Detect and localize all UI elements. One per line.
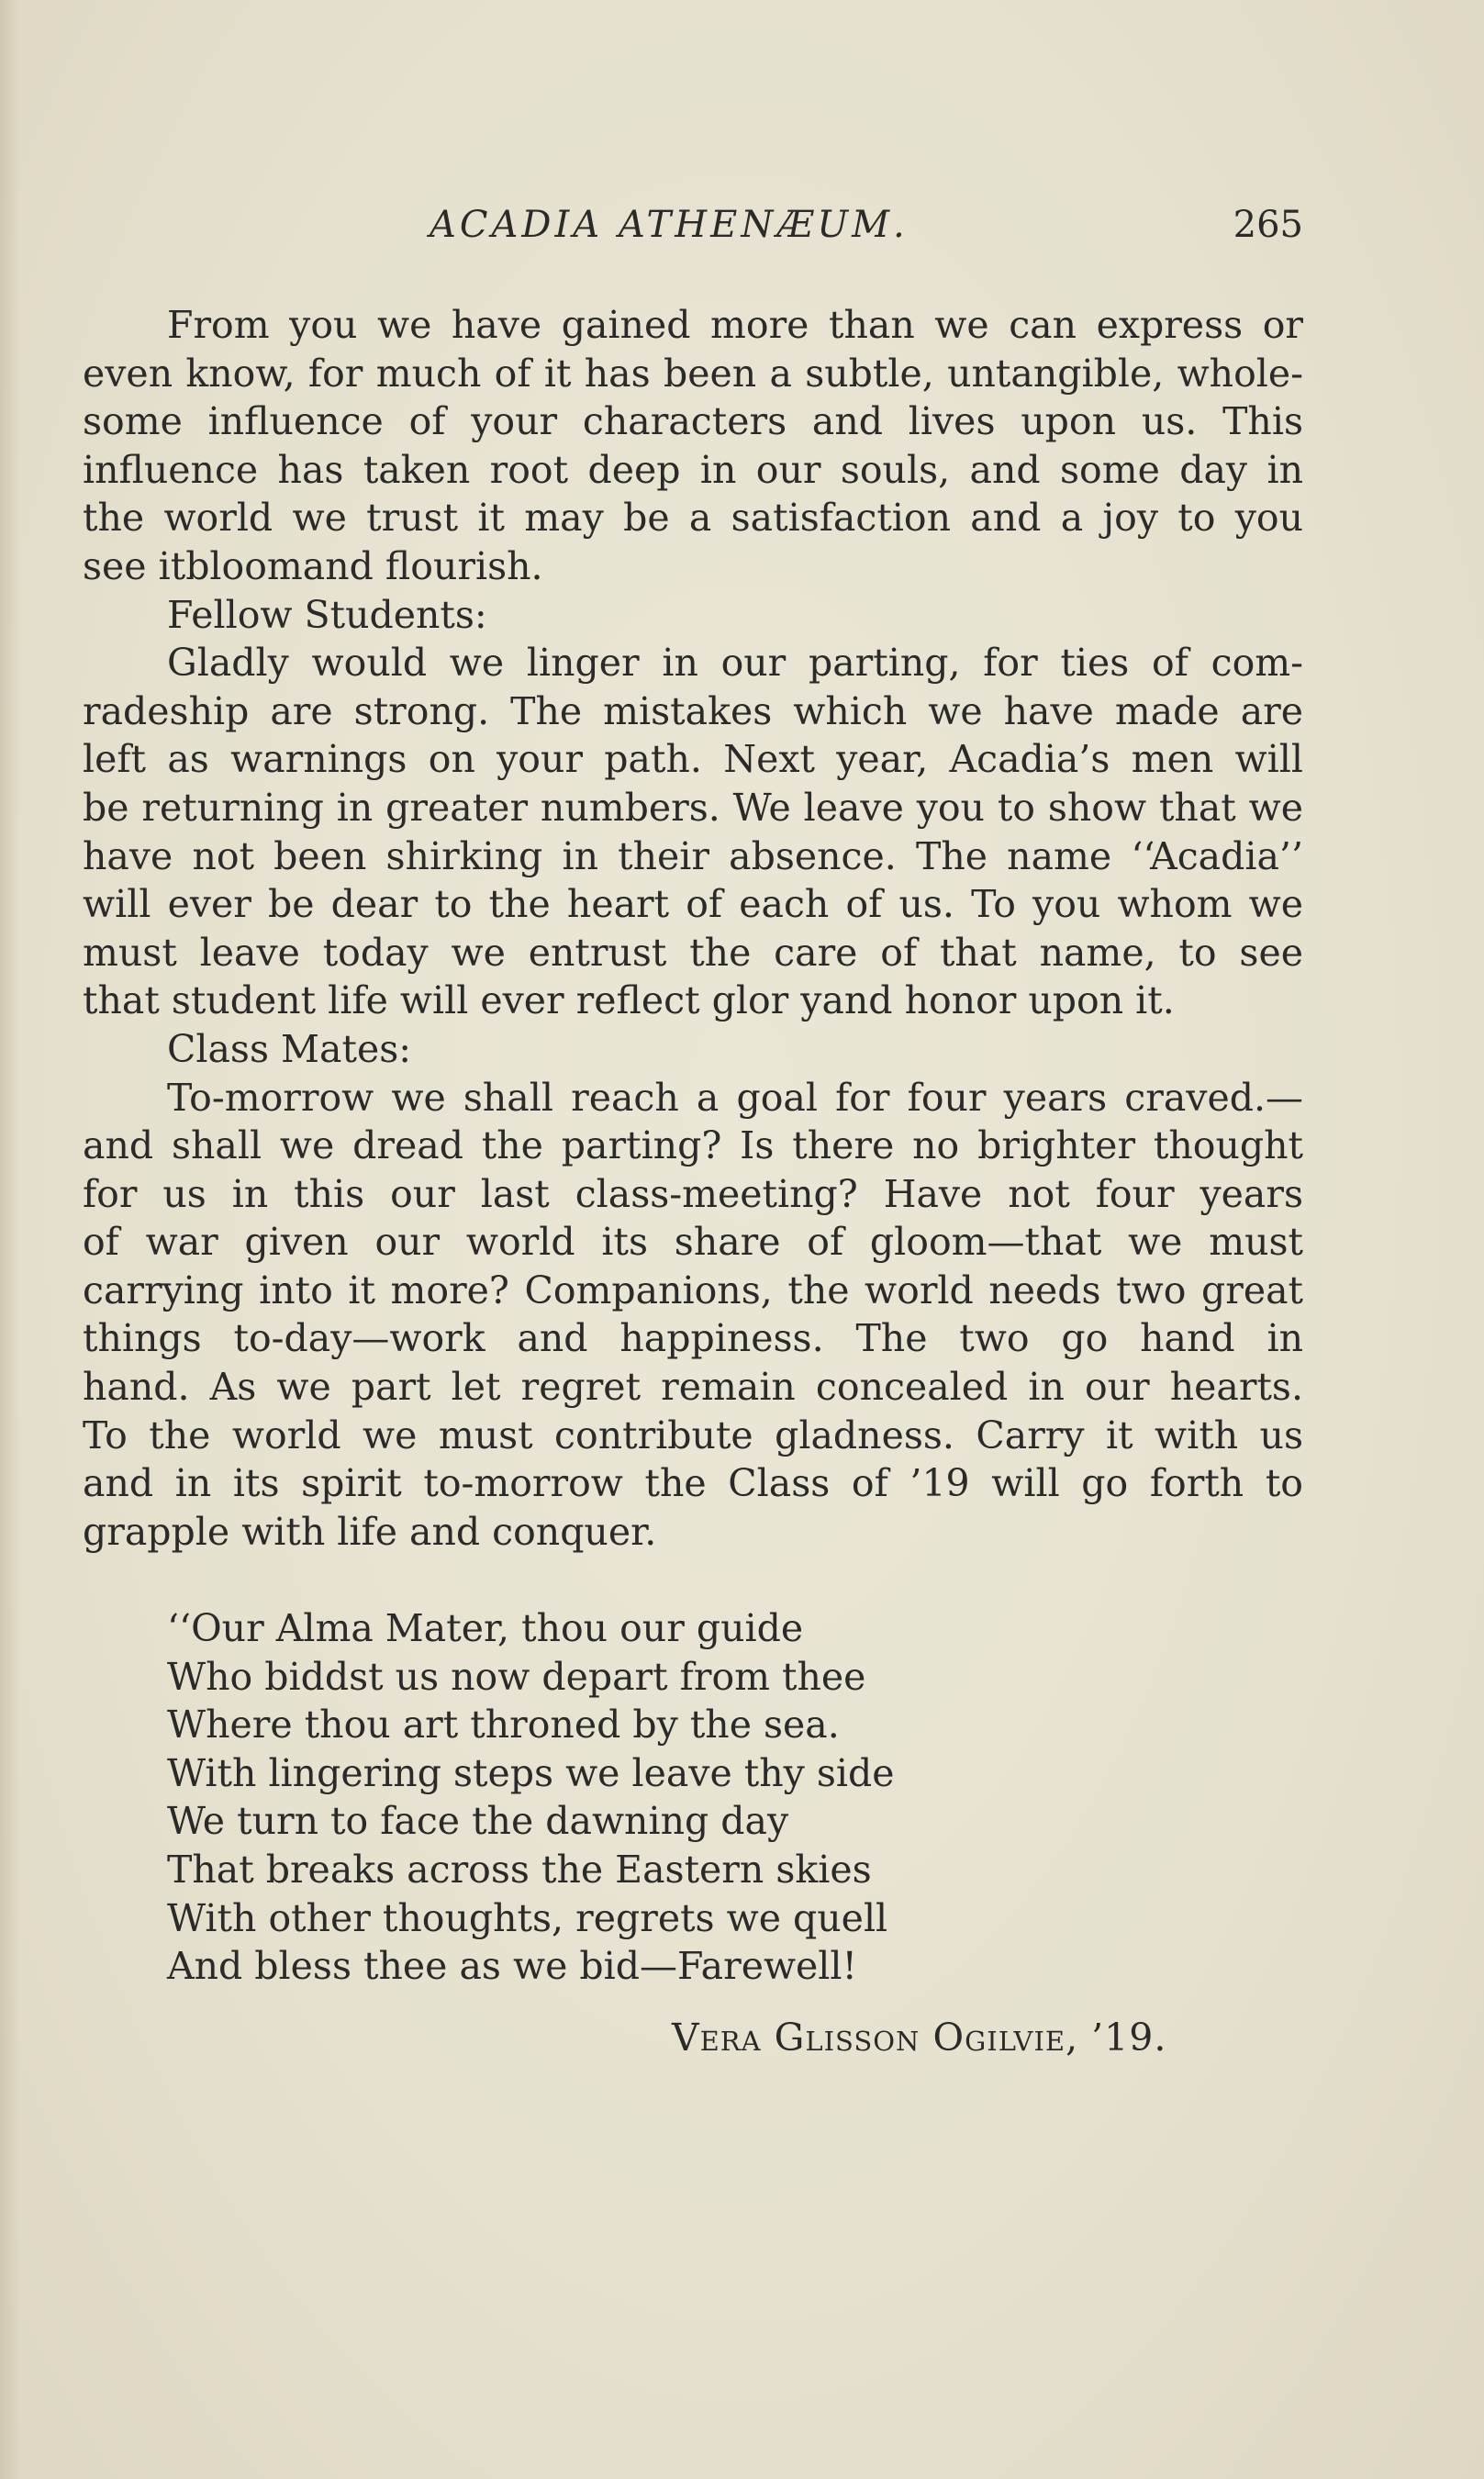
paragraph-2-line: must leave today we entrust the care of that name, to see — [83, 930, 1303, 975]
paragraph-3-line: grapple with life and conquer. — [83, 1509, 657, 1554]
paragraph-2-line: have not been shirking in their absence. The name ‘‘Acadia’’ — [83, 833, 1303, 878]
poem-line: We turn to face the dawning day — [167, 1799, 789, 1844]
paragraph-1-line: influence has taken root deep in our souls, and some day in — [83, 447, 1303, 492]
poem-line: And bless thee as we bid—Farewell! — [167, 1944, 858, 1989]
paragraph-3-line: things to-day—work and happiness. The two go hand in — [83, 1316, 1303, 1361]
page-gutter-shadow — [0, 0, 20, 2479]
paragraph-3-line: and in its spirit to-morrow the Class of ’19 will go forth to — [83, 1461, 1303, 1506]
paragraph-2-line: that student life will ever reflect glor yand honor upon it. — [83, 978, 1175, 1023]
paragraph-3-line: hand. As we part let regret remain concealed in our hearts. — [83, 1365, 1303, 1410]
paragraph-3-line: of war given our world its share of gloom—that we must — [83, 1220, 1303, 1265]
paragraph-2-line: left as warnings on your path. Next year, Acadia’s men will — [83, 737, 1303, 782]
body-text — [83, 301, 1303, 1556]
paragraph-1-line: From you we have gained more than we can express or — [167, 303, 1303, 347]
author-signature: Vera Glisson Ogilvie, ’19. — [672, 2016, 1167, 2060]
paragraph-3-line: To-morrow we shall reach a goal for four years craved.— — [167, 1075, 1303, 1120]
paragraph-2-line: be returning in greater numbers. We leave you to show that we — [83, 785, 1303, 830]
poem-line: Who biddst us now depart from thee — [167, 1654, 866, 1699]
salutation-fellow-students: Fellow Students: — [167, 592, 487, 637]
page-number: 265 — [1233, 204, 1303, 246]
paragraph-2-line: Gladly would we linger in our parting, for ties of com- — [167, 641, 1303, 686]
paragraph-1-line: some influence of your characters and lives upon us. This — [83, 399, 1303, 444]
poem-line: With other thoughts, regrets we quell — [167, 1895, 888, 1940]
paragraph-1-line: see itbloomand flourish. — [83, 543, 543, 588]
paragraph-3-line: carrying into it more? Companions, the world needs two great — [83, 1267, 1303, 1312]
poem-line: Where thou art throned by the sea. — [167, 1703, 840, 1748]
salutation-class-mates: Class Mates: — [167, 1026, 412, 1071]
poem-verse — [167, 1604, 993, 1991]
paragraph-3-line: To the world we must contribute gladness. Carry it with us — [83, 1413, 1303, 1457]
poem-line: ‘‘Our Alma Mater, thou our guide — [167, 1606, 804, 1650]
paragraph-2-line: will ever be dear to the heart of each of us. To you whom we — [83, 882, 1303, 927]
page-header — [83, 204, 1303, 259]
paragraph-1-line: even know, for much of it has been a subtle, untangible, whole- — [83, 351, 1303, 396]
paragraph-1-line: the world we trust it may be a satisfaction and a joy to you — [83, 496, 1303, 541]
paragraph-2-line: radeship are strong. The mistakes which we have made are — [83, 688, 1303, 733]
paragraph-3-line: for us in this our last class-meeting? Have not four years — [83, 1171, 1303, 1216]
poem-line: With lingering steps we leave thy side — [167, 1750, 895, 1795]
paragraph-3-line: and shall we dread the parting? Is there no brighter thought — [83, 1123, 1303, 1168]
poem-line: That breaks across the Eastern skies — [167, 1847, 872, 1892]
running-title: ACADIA ATHENÆUM. — [430, 204, 909, 246]
